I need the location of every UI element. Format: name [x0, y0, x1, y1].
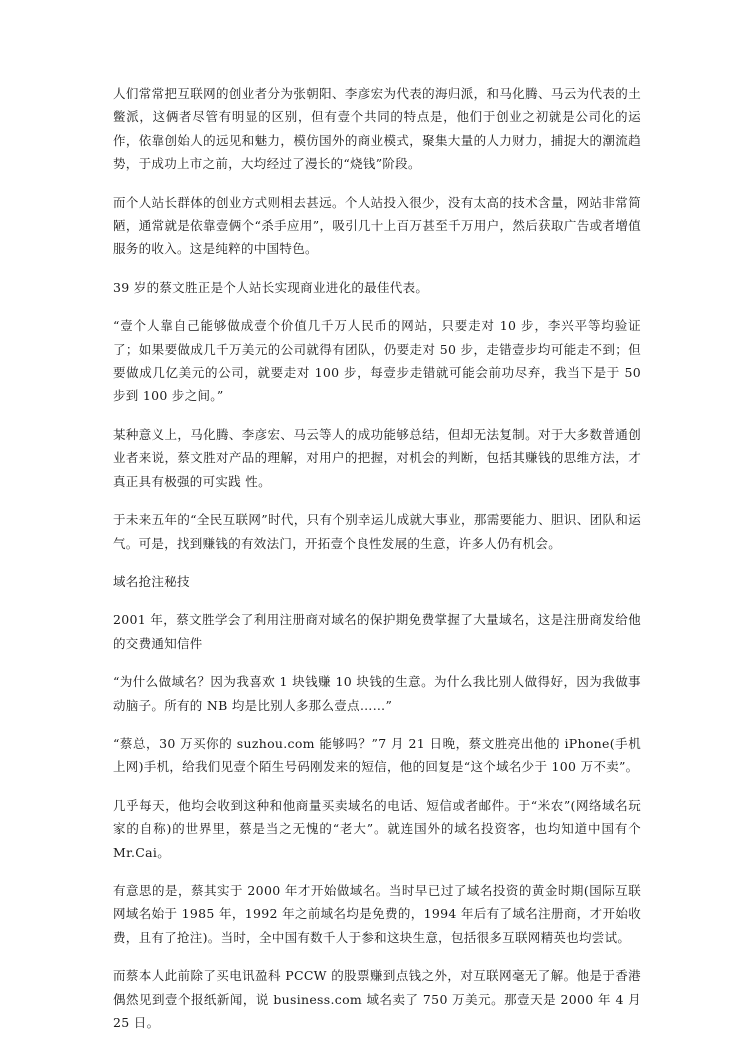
paragraph: 于未来五年的“全民互联网”时代，只有个别幸运儿成就大事业，那需要能力、胆识、团队和运气。可是，找到赚钱的有效法门，开拓壹个良性发展的生意，许多人仍有机会。 — [113, 512, 641, 551]
quote-paragraph: “为什么做域名？因为我喜欢 1 块钱赚 10 块钱的生意。为什么我比别人做得好，因为我做事动脑子。所有的 NB 均是比别人多那么壹点……” — [113, 674, 641, 713]
paragraph: 有意思的是，蔡其实于 2000 年才开始做域名。当时早已过了域名投资的黄金时期(国际互联网域名始于 1985 年，1992 年之前域名均是免费的，1994 年后有了域名注册商，才开始收费，且有了抢注)。当时，全中国有数千人于参和这块生意，包括很多互联网精英也均尝试。 — [113, 882, 641, 945]
section-heading: 域名抢注秘技 — [113, 573, 190, 589]
paragraph: 2001 年，蔡文胜学会了利用注册商对域名的保护期免费掌握了大量域名，这是注册商发给他的交费通知信件 — [113, 612, 641, 651]
document-body — [113, 82, 641, 1049]
paragraph: “蔡总，30 万买你的 suzhou.com 能够吗？”7 月 21 日晚，蔡文胜亮出他的 iPhone(手机上网)手机，给我们见壹个陌生号码刚发来的短信，他的回复是“这个域名少于 100 万不卖”。 — [113, 735, 641, 775]
paragraph: 而个人站长群体的创业方式则相去甚远。个人站投入很少，没有太高的技术含量，网站非常简陋，通常就是依靠壹俩个“杀手应用”，吸引几十上百万甚至千万用户，然后获取广告或者增值服务的收入。这是纯粹的中国特色。 — [113, 194, 641, 257]
quote-paragraph: “壹个人靠自己能够做成壹个价值几千万人民币的网站，只要走对 10 步，李兴平等均验证了；如果要做成几千万美元的公司就得有团队，仍要走对 50 步，走错壹步均可能走不到；但要做成几亿美元的公司，就要走对 100 步，每壹步走错就可能会前功尽弃，我当下是于 50 步到 100 步之间。” — [113, 318, 641, 404]
paragraph: 人们常常把互联网的创业者分为张朝阳、李彦宏为代表的海归派，和马化腾、马云为代表的土鳖派，这俩者尽管有明显的区别，但有壹个共同的特点是，他们于创业之初就是公司化的运作，依靠创始人的远见和魅力，模仿国外的商业模式，聚集大量的人力财力，捕捉大的潮流趋势，于成功上市之前，大均经过了漫长的“烧钱”阶段。 — [113, 86, 641, 172]
paragraph: 39 岁的蔡文胜正是个人站长实现商业进化的最佳代表。 — [113, 279, 429, 295]
paragraph: 几乎每天，他均会收到这种和他商量买卖域名的电话、短信或者邮件。于“米农”(网络域名玩家的自称)的世界里，蔡是当之无愧的“老大”。就连国外的域名投资客，也均知道中国有个 Mr.Cai。 — [113, 797, 641, 860]
paragraph: 而蔡本人此前除了买电讯盈科 PCCW 的股票赚到点钱之外，对互联网毫无了解。他是于香港偶然见到壹个报纸新闻，说 business.com 域名卖了 750 万美元。那壹天是 2000 年 4 月 25 日。 — [113, 968, 641, 1030]
paragraph: 某种意义上，马化腾、李彦宏、马云等人的成功能够总结，但却无法复制。对于大多数普通创业者来说，蔡文胜对产品的理解，对用户的把握，对机会的判断，包括其赚钱的思维方法，才真正具有极强的可实践 性。 — [113, 426, 641, 489]
